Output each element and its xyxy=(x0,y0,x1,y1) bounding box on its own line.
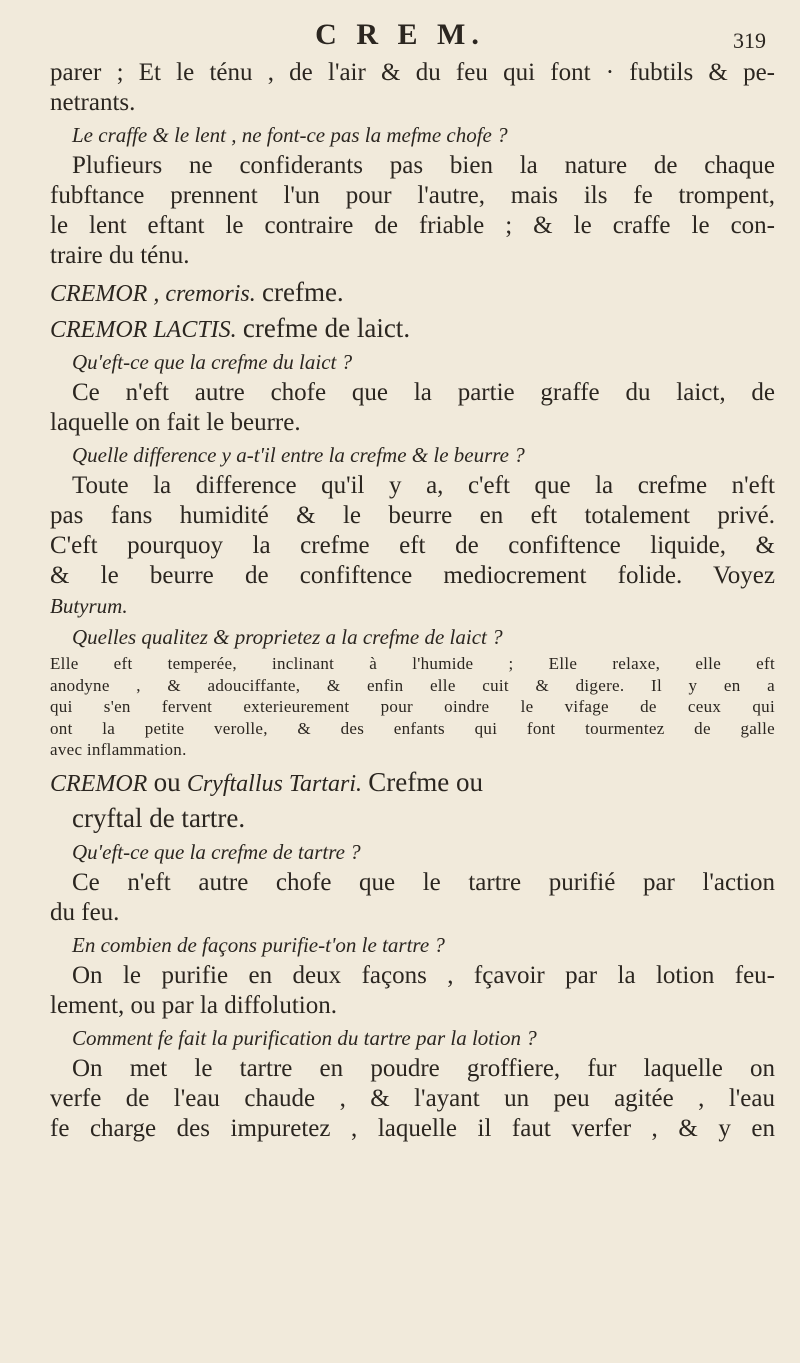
text-line: On met le tartre en poudre groffiere, fur laquelle on xyxy=(72,1054,775,1082)
running-head: C R E M. xyxy=(315,18,485,51)
question-heading: Quelle difference y a-t'il entre la crefme & le beurre ? xyxy=(72,443,525,467)
cross-reference: Butyrum. xyxy=(50,594,128,618)
question-heading: Quelles qualitez & proprietez a la crefme de laict ? xyxy=(72,625,503,649)
question-heading: Qu'eft-ce que la crefme de tartre ? xyxy=(72,839,361,864)
text-line: Plufieurs ne confiderants pas bien la nature de chaque xyxy=(72,152,775,179)
headword-latin: CREMOR xyxy=(50,770,148,797)
headword-latin: Cryftallus Tartari. xyxy=(186,770,362,797)
small-text-line: anodyne , & adouciffante, & enfin elle cuit & digere. Il y en a xyxy=(50,675,775,695)
text-line: fe charge des impuretez , laquelle il faut verfer , & y en xyxy=(50,1114,775,1142)
headword-french: crefme de laict. xyxy=(242,313,411,343)
text-line: Toute la difference qu'il y a, c'eft que la crefme n'eft xyxy=(72,472,775,499)
text-line: du feu. xyxy=(50,898,120,926)
headword-entry xyxy=(50,765,775,801)
text-line: netrants. xyxy=(50,89,136,116)
small-text-line: ont la petite verolle, & des enfants qui font tourmentez de galle xyxy=(50,718,775,738)
headword-french: crefme. xyxy=(262,277,344,307)
text-line: verfe de l'eau chaude , & l'ayant un peu agitée , l'eau xyxy=(50,1084,775,1112)
text-line: traire du ténu. xyxy=(50,242,190,269)
small-text-line: qui s'en fervent exterieurement pour oindre le vifage de ceux qui xyxy=(50,697,775,716)
text-line: On le purifie en deux façons , fçavoir par la lotion feu- xyxy=(72,961,775,989)
headword-continuation xyxy=(50,801,775,837)
headword-connector: ou xyxy=(153,766,181,797)
text-line: & le beurre de confiftence mediocrement folide. Voyez xyxy=(50,562,775,589)
headword-latin: CREMOR LACTIS. xyxy=(50,317,237,343)
text-line: pas fans humidité & le beurre en eft totalement privé. xyxy=(50,502,775,529)
headword-french: Crefme ou xyxy=(368,766,483,797)
text-line: lement, ou par la diffolution. xyxy=(50,991,337,1019)
text-line: le lent eftant le contraire de friable ; & le craffe le con- xyxy=(50,212,775,239)
text-line: fubftance prennent l'un pour l'autre, mais ils fe trompent, xyxy=(50,182,775,209)
question-heading: Comment fe fait la purification du tartre par la lotion ? xyxy=(72,1025,537,1050)
text-line: Ce n'eft autre chofe que le tartre purifié par l'action xyxy=(72,868,775,896)
text-line: C'eft pourquoy la crefme eft de confiftence liquide, & xyxy=(50,532,775,559)
headword-latin: CREMOR , cremoris. xyxy=(50,281,256,307)
question-heading: Le craffe & le lent , ne font-ce pas la mefme chofe ? xyxy=(72,123,508,147)
small-text-line: avec inflammation. xyxy=(50,740,187,759)
small-text-line: Elle eft temperée, inclinant à l'humide ; Elle relaxe, elle eft xyxy=(50,654,775,673)
text-line: parer ; Et le ténu , de l'air & du feu qui font · fubtils & pe- xyxy=(50,59,775,86)
text-line: Ce n'eft autre chofe que la partie graffe du laict, de xyxy=(72,379,775,406)
question-heading: En combien de façons purifie-t'on le tartre ? xyxy=(72,932,445,957)
headword-entry xyxy=(50,275,775,311)
question-heading: Qu'eft-ce que la crefme du laict ? xyxy=(72,350,353,374)
text-line: laquelle on fait le beurre. xyxy=(50,409,301,436)
headword-entry xyxy=(50,311,775,347)
page-number: 319 xyxy=(733,28,766,53)
page-text xyxy=(50,58,775,1144)
headword-french: cryftal de tartre. xyxy=(72,802,246,833)
